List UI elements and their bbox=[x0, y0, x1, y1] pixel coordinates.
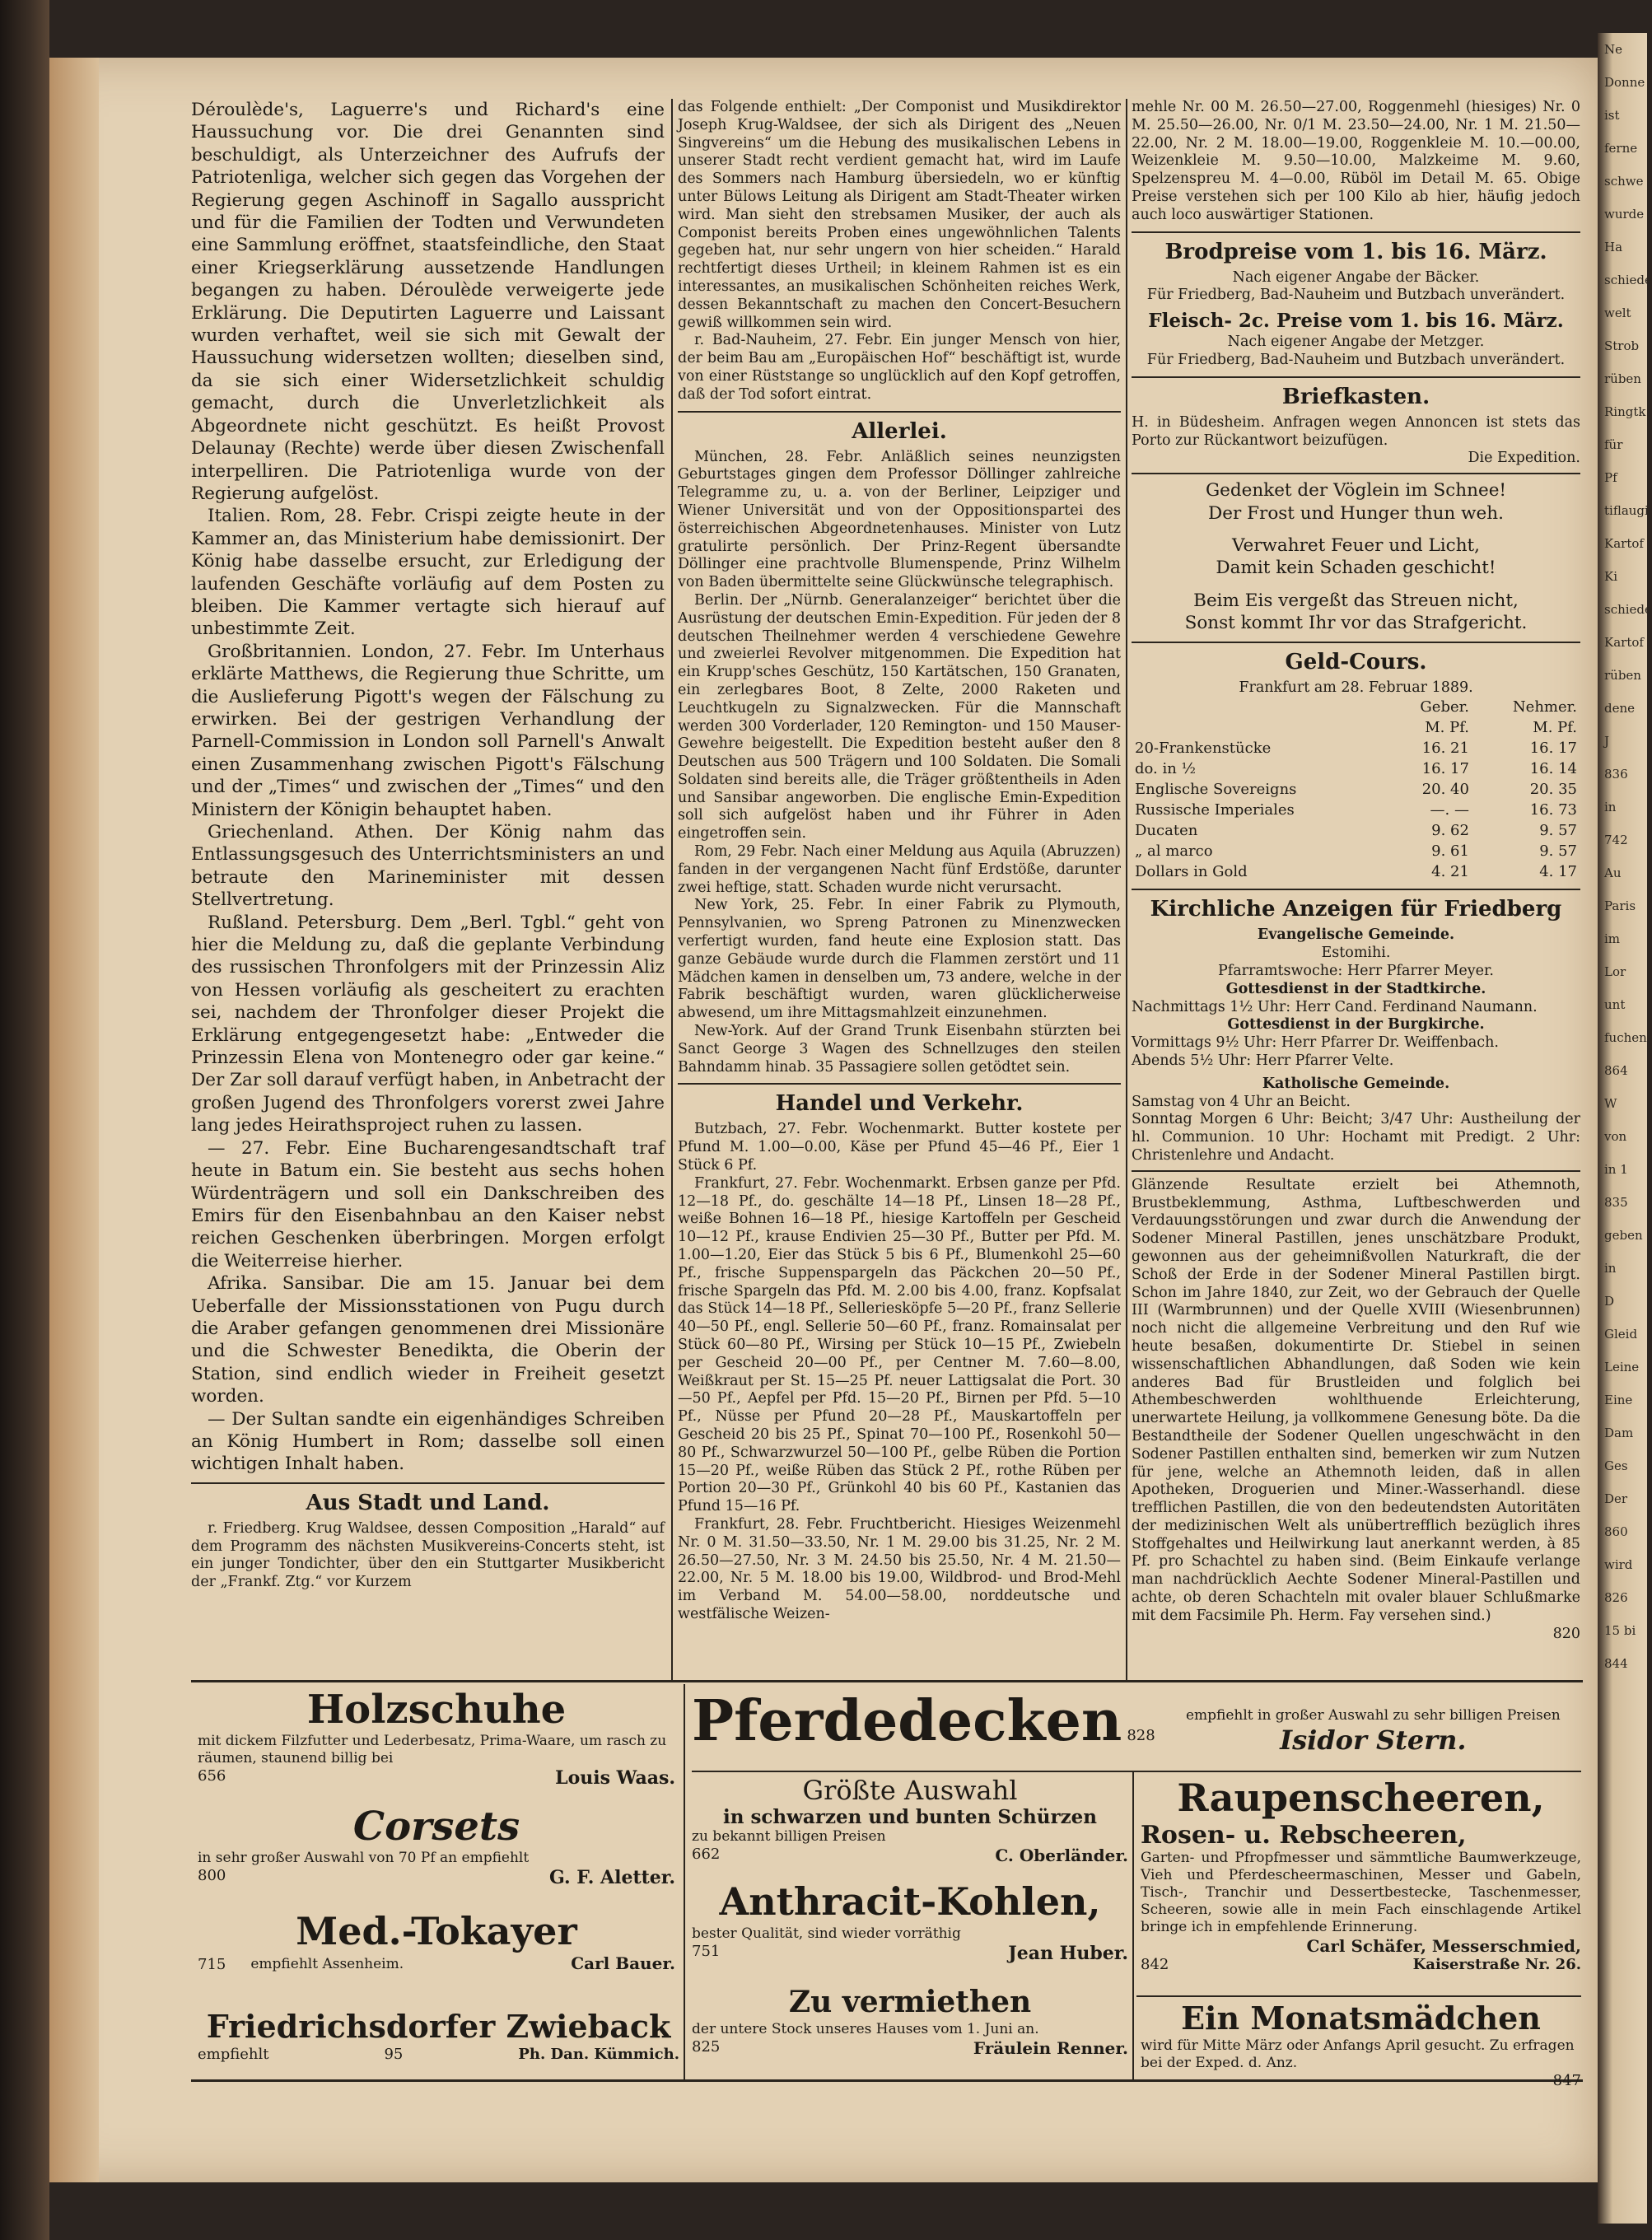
brodpreise-source: Nach eigener Angabe der Bäcker. bbox=[1232, 268, 1480, 286]
ad-advertiser: Jean Huber. bbox=[1008, 1943, 1128, 1964]
ad-advertiser: Fräulein Renner. bbox=[973, 2038, 1128, 2058]
briefkasten-text: H. in Büdesheim. Anfragen wegen Annoncen ist stets das Porto zur Rückantwort beizufügen. bbox=[1132, 413, 1580, 449]
ad-text: zu bekannt billigen Preisen bbox=[692, 1828, 886, 1845]
next-page-fragment: in bbox=[1604, 800, 1617, 814]
church-line: Samstag von 4 Uhr an Beicht. bbox=[1132, 1093, 1351, 1110]
article-butzbach: Butzbach, 27. Febr. Wochenmarkt. Butter kostete per Pfund M. 1.00—0.00, Käse per Pfund 45—46 Pf., Eier 1 Stück 6 Pf. bbox=[678, 1121, 1121, 1174]
next-page-fragment: 835 bbox=[1604, 1195, 1628, 1210]
next-page-fragment: Eine bbox=[1604, 1393, 1633, 1407]
next-page-fragment: Ha bbox=[1604, 240, 1623, 254]
next-page-fragment: ist bbox=[1604, 108, 1620, 123]
next-page-fragment: Der bbox=[1604, 1491, 1628, 1506]
church-line: Gottesdienst in der Stadtkirche. bbox=[1225, 980, 1486, 997]
next-page-fragment: unt bbox=[1604, 997, 1626, 1012]
next-page-fragment: W bbox=[1604, 1096, 1617, 1111]
ad-schuerzen bbox=[692, 1775, 1128, 1874]
column-1 bbox=[191, 99, 665, 1672]
article-frankfurt-markt: Frankfurt, 27. Febr. Wochenmarkt. Erbsen ganze per Pfd. 12—18 Pf., do. geschälte 14—18 Pf., Linsen 18—28 Pf., weiße Bohnen 16—18 Pf., hiesige Kartoffeln per Gescheid 10—12 Pf., krause Endivien 25—30 Pf., Butter per Pfd. M. 1.00—1.20, Eier das Stück 5 bis 6 Pf., Blumenkohl 25—60 Pf., frische Suppenspargeln das Päckchen 20—50 Pf., frische Spargeln das Pfd. M. 2.00 bis 4.00, franz. Kopfsalat das Stück 14—18 Pf., Selleriesköpfe 5—20 Pf., franz Sellerie 40—50 Pf., engl. Sellerie 50—60 Pf., franz. Romainsalat per Stück 60—80 Pf., Wirsing per Stück 10—15 Pf., Zwiebeln per Gescheid 20—00 Pf., per Centner M. 7.60—8.00, Weißkraut per St. 15—25 Pf. neuer Lattigsalat die Port. 30—50 Pf., Aepfel per Pfd. 15—20 Pf., Birnen per Pfd. 5—10 Pf., Nüsse per Pfund 20—28 Pf., Mauskartoffeln per Gescheid 20 bis 25 Pf., Spinat 70—100 Pf., Rosenkohl 50—80 Pf., Schwarzwurzel 50—100 Pf., gelbe Rüben die Portion 15—20 Pf., weiße Rüben das Stück 2 Pf., rothe Rüben per Portion 20—30 Pf., Grünkohl 40 bis 60 Pf., Kastanien das Pfund 15—16 Pf. bbox=[678, 1174, 1121, 1515]
next-page-fragment: rüben bbox=[1604, 668, 1641, 683]
kirchliche-anzeigen-heading: Kirchliche Anzeigen für Friedberg bbox=[1132, 889, 1580, 922]
page-edge bbox=[49, 58, 99, 2182]
ad-text: Garten- und Pfropfmesser und sämmtliche Baumwerkzeuge, Vieh und Pferdescheermaschinen, Messer und Gabeln, Tisch-, Tranchir und Dessertbestecke, Taschenmesser, Scheeren, sowie alle in mein Fach einschlagende Artikel bringe ich in empfehlende Erinnerung. bbox=[1141, 1850, 1581, 1935]
next-page-fragment: fuchen bbox=[1604, 1030, 1647, 1045]
column-rule bbox=[671, 99, 673, 1680]
church-line: Abends 5½ Uhr: Herr Pfarrer Velte. bbox=[1132, 1052, 1394, 1069]
ads-rule bbox=[1132, 1771, 1134, 2079]
ad-advertiser: G. F. Aletter. bbox=[548, 1867, 675, 1888]
ad-number: 800 bbox=[198, 1867, 226, 1884]
ad-number: 662 bbox=[692, 1846, 721, 1863]
article-grossbritannien: Großbritannien. London, 27. Febr. Im Unterhaus erklärte Matthews, die Regierung thue Schritte, um die Auslieferung Pigott's wegen der Fälschung zu erwirken. Bei der gestrigen Verhandlung der Parnell-Commission in London soll Parnell's Anwalt einen Zusammenhang zwischen Pigott's Fälschung und der „Times“ und zwischen der „Times“ und den Ministern der Königin behauptet haben. bbox=[191, 641, 665, 820]
next-page-fragment: ferne bbox=[1604, 141, 1638, 156]
ad-raupenscheeren bbox=[1141, 1775, 1581, 1993]
table-row: 20-Frankenstücke 16. 21 16. 17 bbox=[1135, 740, 1577, 758]
next-page-fragment: Ges bbox=[1604, 1458, 1628, 1473]
ad-title: Anthracit-Kohlen, bbox=[719, 1879, 1101, 1924]
ad-title: Zu vermiethen bbox=[788, 1985, 1032, 2019]
next-page-fragment: von bbox=[1604, 1129, 1627, 1144]
ad-text: wird für Mitte März oder Anfangs April gesucht. Zu erfragen bei der Exped. d. Anz. bbox=[1141, 2037, 1575, 2071]
next-page-fragment: wird bbox=[1604, 1557, 1633, 1572]
fleischpreise-heading: Fleisch- 2c. Preise vom 1. bis 16. März. bbox=[1148, 310, 1564, 333]
next-page-fragment: Gleid bbox=[1604, 1327, 1638, 1342]
next-page-fragment: Ki bbox=[1604, 569, 1618, 584]
next-page-fragment: rüben bbox=[1604, 371, 1641, 386]
next-page-fragment: Kartof bbox=[1604, 635, 1644, 650]
poem-line: Damit kein Schaden geschicht! bbox=[1216, 558, 1496, 579]
article-new-york: New York, 25. Febr. In einer Fabrik zu Plymouth, Pennsylvanien, wo Spreng Patronen zu Minenzwecken verfertigt wurden, fand heute eine Explosion statt. Das ganze Gebäude wurde durch die Flammen zerstört und 11 Mädchen kamen in denselben um, 73 andere, welche in der Fabrik beschäftigt wurden, waren glücklicherweise abwesend, um ihre Mittagsmahlzeit einzunehmen. bbox=[678, 897, 1121, 1022]
table-row: Englische Sovereigns 20. 40 20. 35 bbox=[1135, 781, 1577, 799]
ad-advertiser: Louis Waas. bbox=[555, 1767, 675, 1789]
next-page-fragment: in 1 bbox=[1604, 1162, 1628, 1177]
next-page-fragment: D bbox=[1604, 1294, 1615, 1309]
next-page-fragment: Kartof bbox=[1604, 536, 1644, 551]
poem-line: Sonst kommt Ihr vor das Strafgericht. bbox=[1184, 613, 1528, 634]
ad-zwieback bbox=[198, 2008, 679, 2078]
article-muenchen: München, 28. Febr. Anläßlich seines neunzigsten Geburtstages gingen dem Professor Döllinger zahlreiche Telegramme zu, u. a. von der Berliner, Leipziger und Wiener Universität und von der Oppositionspartei des österreichischen Abgeordnetenhauses. Minister von Lutz gratulirte persönlich. Der Prinz-Regent übersandte Döllinger eine prachtvolle Blumenspende, Prinz Wilhelm von Baden übermittelte seine Glückwünsche telegraphisch. bbox=[678, 448, 1121, 591]
poem-line: Beim Eis vergeßt das Streuen nicht, bbox=[1193, 590, 1519, 611]
next-page-fragment: Lor bbox=[1604, 964, 1626, 979]
next-page-fragment: 742 bbox=[1604, 833, 1628, 847]
ad-advertiser: Carl Schäfer, Messerschmied, bbox=[1306, 1936, 1581, 1956]
next-page-fragment: Ringtk bbox=[1604, 404, 1646, 419]
table-row: Dollars in Gold 4. 21 4. 17 bbox=[1135, 863, 1577, 881]
ad-number: 828 bbox=[1127, 1727, 1155, 1744]
table-row: do. in ½ 16. 17 16. 14 bbox=[1135, 760, 1577, 778]
next-page-fragment: 836 bbox=[1604, 767, 1628, 782]
next-page-fragment: schiede bbox=[1604, 602, 1652, 617]
next-page-fragment: Donne bbox=[1604, 75, 1645, 90]
ad-holzschuhe bbox=[198, 1687, 675, 1798]
geld-cours-heading: Geld-Cours. bbox=[1132, 642, 1580, 674]
ad-tokayer bbox=[198, 1909, 675, 2004]
next-page-fragment: tiflaugi bbox=[1604, 503, 1649, 518]
table-row: Russische Imperiales —. — 16. 73 bbox=[1135, 801, 1577, 819]
fleischpreise-note: Für Friedberg, Bad-Nauheim und Butzbach unverändert. bbox=[1146, 351, 1566, 368]
next-page-fragment: 864 bbox=[1604, 1063, 1628, 1078]
ad-address: Kaiserstraße Nr. 26. bbox=[1412, 1956, 1581, 1973]
article-frankfurt-frucht: Frankfurt, 28. Febr. Fruchtbericht. Hiesiges Weizenmehl Nr. 0 M. 31.50—33.50, Nr. 1 M. 29.00 bis 31.25, Nr. 2 M. 26.50—27.50, Nr. 3 M. 24.50 bis 25.50, Nr. 4 M. 21.50—22.00, Nr. 5 M. 18.00 bis 19.00, Wildbrod- und Brod-Mehl im Verband M. 54.00—58.00, norddeutsche und westfälische Weizen- bbox=[678, 1515, 1121, 1622]
next-page-fragment: Pf bbox=[1604, 470, 1617, 485]
poem-line: Gedenket der Vöglein im Schnee! bbox=[1205, 480, 1507, 502]
fleischpreise-source: Nach eigener Angabe der Metzger. bbox=[1227, 334, 1485, 351]
next-page-fragment: wurde bbox=[1604, 207, 1645, 222]
church-line: Vormittags 9½ Uhr: Herr Pfarrer Dr. Weiffenbach. bbox=[1132, 1034, 1499, 1052]
ad-pferdedecken bbox=[692, 1687, 1581, 1769]
geld-cours-date: Frankfurt am 28. Februar 1889. bbox=[1239, 679, 1473, 696]
ad-number: 820 bbox=[1552, 1625, 1580, 1642]
next-page-fragment: welt bbox=[1604, 306, 1631, 320]
ad-corsets bbox=[198, 1804, 675, 1906]
table-row: Ducaten 9. 62 9. 57 bbox=[1135, 822, 1577, 840]
ad-title: Ein Monatsmädchen bbox=[1181, 2000, 1541, 2037]
next-page-fragment: Leine bbox=[1604, 1360, 1640, 1374]
ad-title: Corsets bbox=[352, 1804, 520, 1850]
article-krug-waldsee: das Folgende enthielt: „Der Componist und Musikdirektor Joseph Krug-Waldsee, der sich als Dirigent des „Neuen Singvereins“ um die Hebung des musikalischen Lebens in unserer Stadt recht verdient gemacht hat, wird im Laufe des Sommers nach Hamburg übersiedeln, wo er künftig unter Bülows Leitung als Dirigent am Stadt-Theater wirken wird. Man sieht den strebsamen Musiker, der auch als Componist bereits Proben eines ungewöhnlichen Talents gegeben hat, nur sehr ungern von hier scheiden.“ Harald rechtfertigt dieses Urtheil; in kleinem Rahmen ist es ein interessantes, an musikalischen Schönheiten reiches Werk, dessen Bekanntschaft zu machen den Concert-Besuchern gewiß willkommen sein wird. bbox=[678, 99, 1121, 331]
ad-text: der untere Stock unseres Hauses vom 1. Juni an. bbox=[692, 2021, 1039, 2037]
brodpreise-note: Für Friedberg, Bad-Nauheim und Butzbach unverändert. bbox=[1146, 287, 1566, 304]
section-heading-allerlei: Allerlei. bbox=[678, 411, 1121, 444]
ad-number: 842 bbox=[1141, 1956, 1169, 1973]
ad-text: mit dickem Filzfutter und Lederbesatz, Prima-Waare, um rasch zu räumen, staunend billig bei bbox=[198, 1733, 667, 1766]
ad-title: Med.-Tokayer bbox=[296, 1909, 577, 1953]
poem-line: Der Frost und Hunger thun weh. bbox=[1208, 502, 1504, 524]
article-buchara: — 27. Febr. Eine Bucharengesandtschaft traf heute in Batum ein. Sie besteht aus sechs hohen Würdenträgern und soll ein Dankschreiben des Emirs für den Eisenbahnbau an den Kaiser nebst reichen Geschenken überbringen. Morgen erfolgt die Weiterreise hierher. bbox=[191, 1137, 665, 1272]
briefkasten-heading: Briefkasten. bbox=[1132, 376, 1580, 409]
column-2 bbox=[678, 99, 1121, 1672]
church-line: Nachmittags 1½ Uhr: Herr Cand. Ferdinand Naumann. bbox=[1132, 998, 1538, 1015]
next-page-fragment: dene bbox=[1604, 701, 1636, 716]
article-fruchtbericht-cont: mehle Nr. 00 M. 26.50—27.00, Roggenmehl (hiesiges) Nr. 0 M. 25.50—26.00, Nr. 0/1 M. 23.50—24.00, Nr. 1 M. 21.50—22.00, Nr. 2 M. 18.00—19.00, Roggenkleie M. 10.—00.00, Weizenkleie M. 9.50—10.00, Malzkeime M. 9.60, Spelzenspreu M. 4—0.00, Rüböl im Detail M. 65. Obige Preise verstehen sich per 100 Kilo ab hier, häufig jedoch auch loco auswärtiger Stationen. bbox=[1132, 99, 1580, 223]
article-berlin: Berlin. Der „Nürnb. Generalanzeiger“ berichtet über die Ausrüstung der deutschen Emin-Expedition. Für jeden der 8 deutschen Theilnehmer werden 4 verschiedene Gewehre und zweierlei Revolver mitgenommen. Die Expedition hat ein Krupp'sches Geschütz, 150 Kartätschen, 150 Granaten, ein zerlegbares Boot, 8 Zelte, 2000 Raketen und Leuchtkugeln zu Signalzwecken. Für die Mannschaft werden 300 Vorderlader, 120 Remington- und 150 Mauser-Gewehre beigestellt. Die Expedition besteht außer den 8 Deutschen aus 500 Trägern und 100 Soldaten. Die Somali Soldaten sind bereits alle, die Träger größtentheils in Aden und Sansibar angeworben. Die englische Emin-Expedition soll sich aufgelöst haben und ihr Führer in Aden eingetroffen sein. bbox=[678, 591, 1121, 842]
section-heading-stadt-und-land: Aus Stadt und Land. bbox=[191, 1482, 665, 1515]
ad-number: 656 bbox=[198, 1767, 226, 1785]
next-page-fragment: 15 bi bbox=[1604, 1623, 1636, 1638]
next-page-fragment: Paris bbox=[1604, 898, 1636, 913]
ad-text: empfiehlt bbox=[198, 2046, 269, 2063]
geld-unit: M. Pf. bbox=[1533, 719, 1577, 737]
ad-rule bbox=[1136, 1995, 1581, 1997]
ad-number: 847 bbox=[1552, 2072, 1581, 2089]
ads-rule bbox=[684, 1684, 685, 2079]
article-paragraph: Déroulède's, Laguerre's und Richard's eine Haussuchung vor. Die drei Genannten sind beschuldigt, als Unterzeichner des Aufrufs der Patriotenliga, welcher sich gegen das Vorgehen der Regierung gegen Aschinoff in Sagallo ausspricht und für die Familien der Todten und Verwundeten eine Sammlung eröffnet, staatsfeindliche, den Staat einer Kriegserklärung aussetzende Handlungen begangen zu haben. Déroulède verweigerte jede Erklärung. Die Deputirten Laguerre und Laissant wurden verhaftet, weil sie sich mit Gewalt der Haussuchung widersetzen wollten; dieselben sind, da sie sich einer Widersetzlichkeit schuldig gemacht, durch die Unverletzlichkeit als Abgeordnete nicht geschützt. Es heißt Provost Delaunay (Rechte) werde über diesen Zwischenfall interpelliren. Die Patriotenliga wurde von der Regierung aufgelöst. bbox=[191, 100, 665, 504]
column-rule bbox=[1126, 99, 1127, 1680]
article-friedberg: r. Friedberg. Krug Waldsee, dessen Composition „Harald“ auf dem Programm des nächsten Musikvereins-Concerts steht, ist ein junger Tondichter, über den ein Stuttgarter Musikbericht der „Frankf. Ztg.“ vor Kurzem bbox=[191, 1519, 665, 1591]
article-new-york-2: New-York. Auf der Grand Trunk Eisenbahn stürzten bei Sanct George 3 Wagen des Schnellzuges den steilen Bahndamm hinab. 35 Passagiere sollen getödtet sein. bbox=[678, 1023, 1121, 1076]
ad-subtitle: in schwarzen und bunten Schürzen bbox=[722, 1806, 1098, 1828]
ad-advertiser: Ph. Dan. Kümmich. bbox=[518, 2046, 679, 2063]
geld-cours-table bbox=[1132, 697, 1580, 882]
ad-text: empfiehlt Assenheim. bbox=[250, 1956, 404, 1972]
ad-number: 751 bbox=[692, 1943, 721, 1960]
next-page-fragment: Strob bbox=[1604, 338, 1640, 353]
ad-title: Größte Auswahl bbox=[802, 1775, 1018, 1806]
katholische-heading: Katholische Gemeinde. bbox=[1262, 1075, 1450, 1092]
next-page-fragment: Ne bbox=[1604, 42, 1623, 57]
ad-advertiser: Isidor Stern. bbox=[1280, 1724, 1467, 1756]
next-page-fragment: im bbox=[1604, 931, 1621, 946]
ads-top-rule bbox=[191, 1680, 1583, 1682]
article-bad-nauheim: r. Bad-Nauheim, 27. Febr. Ein junger Mensch von hier, der beim Bau am „Europäischen Hof“ beschäftigt ist, wurde von einer Rüststange so unglücklich auf den Kopf getroffen, daß der Tod sofort eintrat. bbox=[678, 332, 1121, 403]
table-row: „ al marco 9. 61 9. 57 bbox=[1135, 842, 1577, 861]
church-line: Pfarramtswoche: Herr Pfarrer Meyer. bbox=[1218, 962, 1494, 979]
article-griechenland: Griechenland. Athen. Der König nahm das Entlassungsgesuch des Unterrichtsministers an und betraute den Marineminister mit dessen Stellvertretung. bbox=[191, 822, 665, 911]
article-sultan: — Der Sultan sandte ein eigenhändiges Schreiben an König Humbert in Rom; dasselbe soll einen wichtigen Inhalt haben. bbox=[191, 1408, 665, 1475]
next-page-strip bbox=[1598, 33, 1652, 2224]
article-afrika: Afrika. Sansibar. Die am 15. Januar bei dem Ueberfalle der Missionsstationen von Pugu durch die Araber gefangen genommenen drei Missionäre und die Schwester Benedikta, die Oberin der Station, sind endlich wieder in Freiheit gesetzt worden. bbox=[191, 1273, 665, 1407]
ad-anthracit bbox=[692, 1878, 1128, 1976]
poem-line: Verwahret Feuer und Licht, bbox=[1231, 534, 1481, 556]
ad-title: Holzschuhe bbox=[306, 1687, 567, 1733]
section-heading-handel: Handel und Verkehr. bbox=[678, 1083, 1121, 1116]
ad-number: 95 bbox=[384, 2046, 404, 2063]
next-page-fragment: in bbox=[1604, 1261, 1617, 1276]
evangelische-heading: Evangelische Gemeinde. bbox=[1257, 926, 1455, 944]
ad-title: Raupenscheeren, bbox=[1177, 1776, 1545, 1820]
book-binding bbox=[0, 0, 49, 2240]
briefkasten-signature: Die Expedition. bbox=[1468, 450, 1580, 467]
evangelische-sunday: Estomihi. bbox=[1321, 945, 1391, 962]
ad-vermiethen bbox=[692, 1983, 1128, 2078]
next-page-fragment: geben bbox=[1604, 1228, 1643, 1243]
next-page-fragment: schiede bbox=[1604, 273, 1652, 287]
church-line: Sonntag Morgen 6 Uhr: Beicht; 3/47 Uhr: Austheilung der hl. Communion. 10 Uhr: Hochamt mit Predigt. 2 Uhr: Christenlehre und Andacht. bbox=[1132, 1111, 1580, 1164]
ad-monatsmaedchen bbox=[1141, 2000, 1581, 2089]
column-3 bbox=[1132, 99, 1580, 1672]
ad-number: 715 bbox=[198, 1956, 226, 1973]
article-rom: Rom, 29 Febr. Nach einer Meldung aus Aquila (Abruzzen) fanden in der vergangenen Nacht fünf Erdstöße, darunter zwei heftige, statt. Schaden wurde nicht verursacht. bbox=[678, 843, 1121, 896]
ad-text: empfiehlt in großer Auswahl zu sehr billigen Preisen bbox=[1185, 1707, 1561, 1724]
next-page-fragment: J bbox=[1604, 734, 1610, 749]
ad-advertiser: Carl Bauer. bbox=[571, 1953, 675, 1973]
next-page-fragment: 826 bbox=[1604, 1590, 1628, 1605]
next-page-fragment: 860 bbox=[1604, 1524, 1628, 1539]
church-line: Gottesdienst in der Burgkirche. bbox=[1227, 1016, 1485, 1034]
ad-text: in sehr großer Auswahl von 70 Pf an empfiehlt bbox=[198, 1850, 530, 1866]
ad-title: Pferdedecken bbox=[692, 1688, 1122, 1754]
sodener-advertisement: Glänzende Resultate erzielt bei Athemnoth, Brustbeklemmung, Asthma, Luftbeschwerden und Verdauungsstörungen und zwar durch die Anwendung der Sodener Mineral Pastillen, jenes unschätzbare Produkt, gewonnen aus der geheimnißvollen Naturkraft, die der Schoß der Erde in der Sodener Mineral Pastillen birgt. Schon im Jahre 1840, zur Zeit, wo der Gebrauch der Quelle III (Warmbrunnen) und der Quelle XVIII (Wiesenbrunnen) noch nicht die allgemeine Verbreitung und den Ruf wie heute besaßen, dokumentirte Dr. Stiebel in seinen wissenschaftlichen Abhandlungen, daß Soden wie kein anderes Bad für Brustleiden und folglich bei Athembeschwerden wohlthuende Erleichterung, unerwartete Heilung, ja vollkommene Genesung böte. Da die Bestandtheile der Sodener Quellen ungeschwächt in den Sodener Pastillen enthalten sind, bemerken wir zum Nutzen für jene, welche an Athemnoth leiden, daß in allen Apotheken, Droguerien und Miner.-Wasserhandl. diese trefflichen Pastillen, die von den bedeutendsten Autoritäten der medizinischen Welt als unübertrefflich bezüglich ihres Stoffgehaltes und Heilwirkung laut anerkannt werden, à 85 Pf. pro Schachtel zu haben sind. (Beim Einkaufe verlange man nachdrücklich Aechte Sodener Mineral-Pastillen und achte, ob deren Schachteln mit ovaler blauer Schlußmarke mit dem Facsimile Ph. Herm. Fay versehen sind.) bbox=[1132, 1176, 1580, 1624]
next-page-fragment: für bbox=[1604, 437, 1623, 452]
brodpreise-heading: Brodpreise vom 1. bis 16. März. bbox=[1132, 231, 1580, 264]
article-italien: Italien. Rom, 28. Febr. Crispi zeigte heute in der Kammer an, das Ministerium habe demissionirt. Der König habe dasselbe ersucht, zur Erledigung der laufenden Geschäfte vorläufig auf dem Posten zu bleiben. Die Kammer vertagte sich hierauf auf unbestimmte Zeit. bbox=[191, 506, 665, 640]
ad-title: Friedrichsdorfer Zwieback bbox=[206, 2008, 671, 2045]
geld-unit: M. Pf. bbox=[1425, 719, 1469, 737]
article-russland: Rußland. Petersburg. Dem „Berl. Tgbl.“ geht von hier die Meldung zu, daß die geplante Verbindung des russischen Thronfolgers mit der Prinzessin Aliz von Hessen vorläufig als gescheitert zu erachten sei, nachdem der Thronfolger dieser Projekt die Erklärung entgegengesetzt habe: „Entweder die Prinzessin Elena von Montenegro oder gar keine.“ Der Zar soll darauf verfügt haben, in Anbetracht der großen Jugend des Thronfolgers vorerst zwei Jahre lang jedes Heirathsproject ruhen zu lassen. bbox=[191, 912, 665, 1136]
ad-rule bbox=[692, 1771, 1581, 1772]
next-page-fragment: 844 bbox=[1604, 1656, 1628, 1671]
ad-number: 825 bbox=[692, 2038, 721, 2056]
geld-col-nehmer: Nehmer. bbox=[1512, 698, 1577, 716]
geld-col-geber: Geber. bbox=[1420, 698, 1469, 716]
next-page-fragment: schwe bbox=[1604, 174, 1644, 189]
ad-advertiser: C. Oberländer. bbox=[995, 1846, 1128, 1865]
ad-text: bester Qualität, sind wieder vorräthig bbox=[692, 1925, 961, 1942]
ad-subtitle: Rosen- u. Rebscheeren, bbox=[1141, 1821, 1467, 1850]
next-page-fragment: Dam bbox=[1604, 1426, 1634, 1440]
next-page-fragment: Au bbox=[1604, 866, 1622, 880]
